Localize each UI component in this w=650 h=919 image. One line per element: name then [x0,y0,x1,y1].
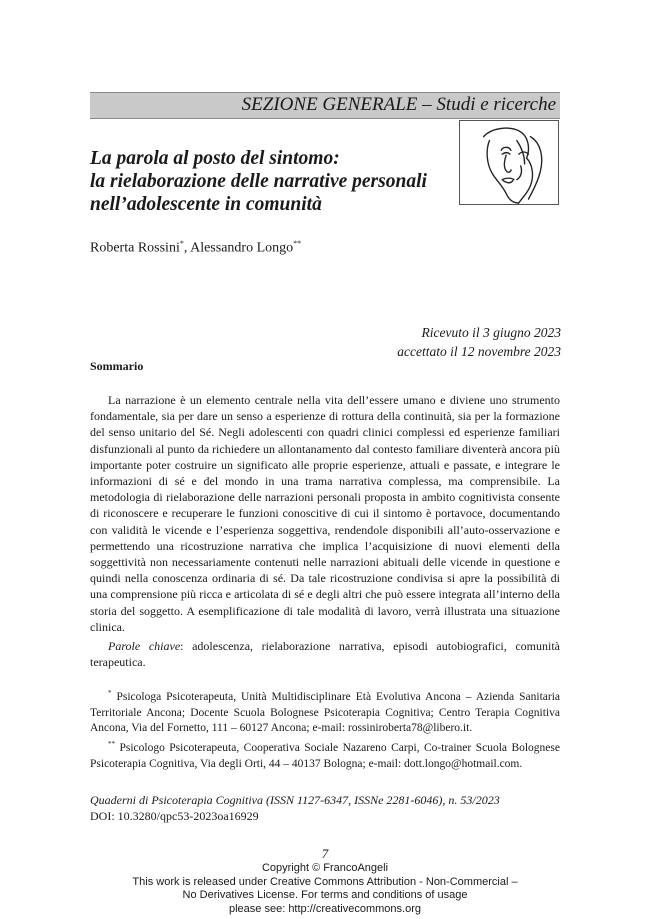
title-line: La parola al posto del sintomo: [90,148,340,169]
license-line: This work is released under Creative Commons Attribution - Non-Commercial – [132,875,518,888]
footnote-text: Psicologo Psicoterapeuta, Cooperativa Sociale Nazareno Carpi, Co-trainer Scuola Bolognese Psicoterapia Cognitiva, Via degli Orti, 44 – 40137 Bologna; e-mail: dott.longo@hotmail.com. [90,742,560,770]
article-title [90,147,450,216]
author-mark: ** [293,239,302,248]
license-line: No Derivatives License. For terms and conditions of usage [182,889,468,902]
footnote [90,686,560,737]
submission-dates [397,323,561,361]
footnote-mark: * [108,689,112,697]
doi: DOI: 10.3280/qpc53-2023oa16929 [90,808,259,823]
authors-line: Roberta Rossini*, Alessandro Longo** [90,239,302,256]
license-notice [0,862,650,917]
accepted-date: accettato il 12 novembre 2023 [397,344,561,359]
author-name: Alessandro Longo [190,240,294,256]
page-number: 7 [321,846,329,861]
keywords-list: : adolescenza, rielaborazione narrativa, episodi autobiografici, comunità terapeutica. [90,639,560,670]
abstract-text: La narrazione è un elemento centrale nella vita dell’essere umano e diviene uno strumento fondamentale, sia per dare un senso a esperienze di rottura della continuità, sia per la formazione del senso unitario del Sé. Negli adolescenti con quadri clinici complessi ed esperienze familiari disfunzionali al punto da richiedere un allontanamento dal contesto familiare diventerà ancora più importante poter costruire un significato alle proprie esperienze, attuali e passate, e integrare le informazioni di sé e del mondo in una trama narrativa complessa, ma comprensibile. La metodologia di rielaborazione delle narrazioni personali proposta in ambito cognitivista consente di riconoscere e recuperare le funzioni conoscitive di cui il sintomo è portavoce, documentando con validità le vicende e l’esperienza soggettiva, rendendole disponibili all’auto-osservazione e permettendo una ricostruzione narrativa che implica l’acquisizione di nuovi elementi della soggettività non necessariamente contenuti nelle narrazioni abituali delle vicende in questione e quindi nella conoscenza ordinaria di sé. Da tale ricostruzione condivisa si apre la possibilità di una comprensione più ricca e articolata di sé e degli altri che può essere integrata all’interno della storia del soggetto. A esemplificazione di tale modalità di lavoro, verrà illustrata una situazione clinica. [90,393,560,634]
keywords-paragraph [90,638,560,670]
author-mark: * [179,239,184,248]
author-name: Roberta Rossini [90,240,180,256]
keywords-label: Parole chiave [108,639,181,653]
footnotes [90,686,560,773]
abstract-heading: Sommario [90,359,144,373]
title-line: nell’adolescente in comunità [90,194,322,215]
footnote [90,737,560,772]
footnote-mark: ** [108,740,115,749]
license-line: please see: http://creativecommons.org [229,903,421,916]
footnote-text: Psicologa Psicoterapeuta, Unità Multidisciplinare Età Evolutiva Ancona – Azienda Sanitaria Territoriale Ancona; Docente Scuola Bolognese Psicoterapia Cognitiva; Centro Terapia Cognitiva Ancona, Via del Fornetto, 111 – 60127 Ancona; e-mail: rossiniroberta78@libero.it. [90,690,560,735]
received-date: Ricevuto il 3 giugno 2023 [421,325,561,340]
face-drawing-icon [460,121,558,204]
journal-citation [90,793,570,824]
title-line: la rielaborazione delle narrative personali [90,171,427,192]
section-title: SEZIONE GENERALE – Studi e ricerche [241,94,556,115]
journal-name: Quaderni di Psicoterapia Cognitiva (ISSN 1127-6347, ISSNe 2281-6046), n. 53/2023 [90,793,500,807]
license-line: Copyright © FrancoAngeli [261,862,389,874]
section-header-bar [90,92,560,119]
face-drawing-logo [459,120,559,205]
